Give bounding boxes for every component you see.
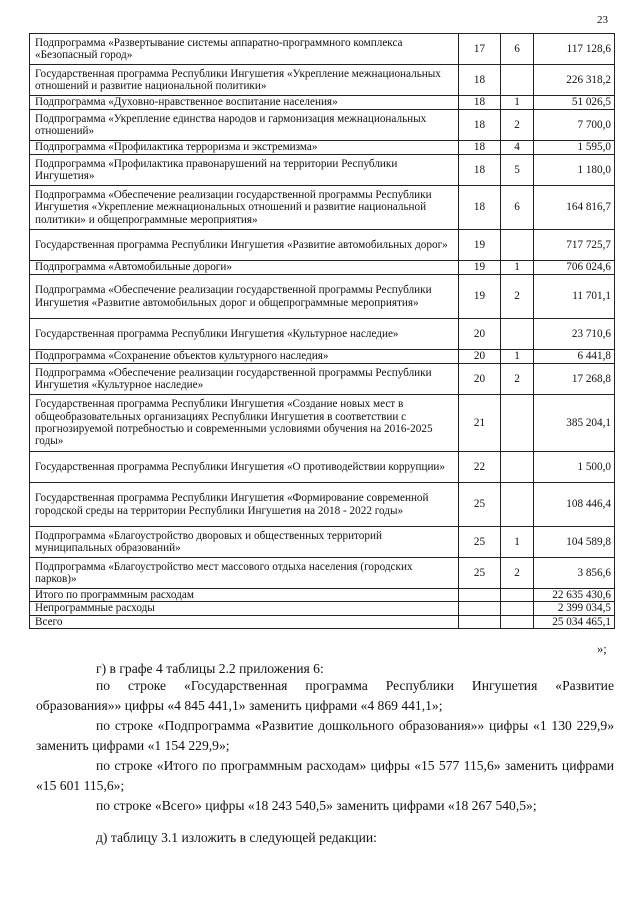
row-name: Государственная программа Республики Ингушетия «Культурное наследие» — [30, 319, 459, 350]
row-subprogram-code: 1 — [501, 527, 534, 558]
row-program-code: 25 — [459, 483, 501, 527]
row-program-code: 18 — [459, 141, 501, 155]
closing-quote: »; — [597, 642, 607, 656]
row-program-code: 18 — [459, 96, 501, 110]
row-name: Подпрограмма «Профилактика правонарушений на территории Республики Ингушетия» — [30, 155, 459, 186]
row-subprogram-code: 6 — [501, 186, 534, 230]
row-subprogram-code — [501, 319, 534, 350]
row-program-code: 18 — [459, 186, 501, 230]
row-program-code: 25 — [459, 558, 501, 589]
row-subprogram-code — [501, 452, 534, 483]
row-subprogram-code — [501, 483, 534, 527]
total-name: Непрограммные расходы — [30, 602, 459, 615]
row-program-code: 25 — [459, 527, 501, 558]
table-row — [30, 452, 615, 483]
row-amount: 6 441,8 — [534, 350, 615, 364]
table-row — [30, 34, 615, 65]
row-amount: 23 710,6 — [534, 319, 615, 350]
table-row — [30, 141, 615, 155]
paragraph-3 — [36, 756, 614, 796]
row-program-code: 18 — [459, 65, 501, 96]
paragraph-2 — [36, 716, 614, 756]
table-row — [30, 319, 615, 350]
row-amount: 164 816,7 — [534, 186, 615, 230]
row-name: Подпрограмма «Духовно-нравственное воспитание населения» — [30, 96, 459, 110]
row-name: Подпрограмма «Обеспечение реализации государственной программы Республики Ингушетия «Культурное наследие» — [30, 364, 459, 395]
row-name: Подпрограмма «Укрепление единства народов и гармонизация межнациональных отношений» — [30, 110, 459, 141]
row-subprogram-code: 2 — [501, 275, 534, 319]
empty-cell — [459, 589, 501, 602]
empty-cell — [501, 589, 534, 602]
total-amount: 2 399 034,5 — [534, 602, 615, 615]
row-amount: 108 446,4 — [534, 483, 615, 527]
paragraph-3-text: по строке «Итого по программным расходам» цифры «15 577 115,6» заменить цифрами «15 601 115,6»; — [36, 758, 614, 793]
table-row — [30, 155, 615, 186]
total-row — [30, 602, 615, 615]
page-number: 23 — [597, 14, 608, 26]
row-name: Подпрограмма «Благоустройство мест массового отдыха населения (городских парков)» — [30, 558, 459, 589]
row-name: Подпрограмма «Обеспечение реализации государственной программы Республики Ингушетия «Развитие автомобильных дорог и общепрограммные мероприятия» — [30, 275, 459, 319]
row-amount: 1 500,0 — [534, 452, 615, 483]
row-name: Государственная программа Республики Ингушетия «О противодействии коррупции» — [30, 452, 459, 483]
row-amount: 226 318,2 — [534, 65, 615, 96]
row-subprogram-code: 2 — [501, 364, 534, 395]
table-row — [30, 395, 615, 452]
row-program-code: 19 — [459, 230, 501, 261]
row-subprogram-code: 2 — [501, 110, 534, 141]
table-row — [30, 527, 615, 558]
row-name: Подпрограмма «Обеспечение реализации государственной программы Республики Ингушетия «Укрепление межнациональных отношений и развитие национальной политики» и общепрограммные мероприятия» — [30, 186, 459, 230]
row-name: Подпрограмма «Автомобильные дороги» — [30, 261, 459, 275]
row-program-code: 19 — [459, 275, 501, 319]
row-name: Подпрограмма «Развертывание системы аппаратно-программного комплекса «Безопасный город» — [30, 34, 459, 65]
row-program-code: 20 — [459, 319, 501, 350]
table-row — [30, 96, 615, 110]
row-amount: 7 700,0 — [534, 110, 615, 141]
total-name: Итого по программным расходам — [30, 589, 459, 602]
total-row — [30, 615, 615, 628]
row-program-code: 21 — [459, 395, 501, 452]
row-amount: 51 026,5 — [534, 96, 615, 110]
row-subprogram-code: 2 — [501, 558, 534, 589]
table-row — [30, 558, 615, 589]
row-amount: 1 595,0 — [534, 141, 615, 155]
row-subprogram-code: 5 — [501, 155, 534, 186]
row-amount: 104 589,8 — [534, 527, 615, 558]
total-amount: 25 034 465,1 — [534, 615, 615, 628]
row-program-code: 17 — [459, 34, 501, 65]
budget-table — [29, 33, 615, 629]
row-program-code: 18 — [459, 110, 501, 141]
row-name: Подпрограмма «Профилактика терроризма и экстремизма» — [30, 141, 459, 155]
empty-cell — [501, 602, 534, 615]
row-subprogram-code — [501, 65, 534, 96]
row-amount: 11 701,1 — [534, 275, 615, 319]
paragraph-2-text: по строке «Подпрограмма «Развитие дошкольного образования»» цифры «1 130 229,9» заменить цифрами «1 154 229,9»; — [36, 718, 614, 753]
row-subprogram-code: 1 — [501, 96, 534, 110]
item-g: г) в графе 4 таблицы 2.2 приложения 6: — [96, 661, 324, 676]
empty-cell — [501, 615, 534, 628]
table-row — [30, 275, 615, 319]
paragraph-4: по строке «Всего» цифры «18 243 540,5» заменить цифрами «18 267 540,5»; — [96, 798, 537, 813]
empty-cell — [459, 615, 501, 628]
paragraph-1 — [36, 676, 614, 716]
row-name: Государственная программа Республики Ингушетия «Развитие автомобильных дорог» — [30, 230, 459, 261]
table-row — [30, 65, 615, 96]
row-subprogram-code: 1 — [501, 261, 534, 275]
table-row — [30, 364, 615, 395]
row-amount: 117 128,6 — [534, 34, 615, 65]
table-row — [30, 483, 615, 527]
table-row — [30, 186, 615, 230]
row-name: Государственная программа Республики Ингушетия «Создание новых мест в общеобразовательных организациях Республики Ингушетия в соответствии с прогнозируемой потребностью и современными условиями обучения на 2016-2025 годы» — [30, 395, 459, 452]
empty-cell — [459, 602, 501, 615]
row-name: Государственная программа Республики Ингушетия «Формирование современной городской среды на территории Республики Ингушетия на 2018 - 2022 годы» — [30, 483, 459, 527]
row-amount: 17 268,8 — [534, 364, 615, 395]
row-program-code: 20 — [459, 350, 501, 364]
row-program-code: 20 — [459, 364, 501, 395]
row-program-code: 22 — [459, 452, 501, 483]
total-amount: 22 635 430,6 — [534, 589, 615, 602]
row-program-code: 19 — [459, 261, 501, 275]
table-row — [30, 350, 615, 364]
row-subprogram-code: 1 — [501, 350, 534, 364]
item-d: д) таблицу 3.1 изложить в следующей редакции: — [96, 830, 377, 845]
total-row — [30, 589, 615, 602]
row-subprogram-code: 6 — [501, 34, 534, 65]
row-program-code: 18 — [459, 155, 501, 186]
row-amount: 706 024,6 — [534, 261, 615, 275]
table-row — [30, 110, 615, 141]
row-amount: 717 725,7 — [534, 230, 615, 261]
row-subprogram-code — [501, 230, 534, 261]
total-name: Всего — [30, 615, 459, 628]
row-name: Государственная программа Республики Ингушетия «Укрепление межнациональных отношений и развитие национальной политики» — [30, 65, 459, 96]
row-amount: 1 180,0 — [534, 155, 615, 186]
row-subprogram-code: 4 — [501, 141, 534, 155]
row-amount: 385 204,1 — [534, 395, 615, 452]
row-amount: 3 856,6 — [534, 558, 615, 589]
row-subprogram-code — [501, 395, 534, 452]
row-name: Подпрограмма «Сохранение объектов культурного наследия» — [30, 350, 459, 364]
table-row — [30, 230, 615, 261]
row-name: Подпрограмма «Благоустройство дворовых и общественных территорий муниципальных образований» — [30, 527, 459, 558]
paragraph-1-text: по строке «Государственная программа Республики Ингушетия «Развитие образования»» цифры «4 845 441,1» заменить цифрами «4 869 441,1»; — [36, 678, 614, 713]
table-row — [30, 261, 615, 275]
